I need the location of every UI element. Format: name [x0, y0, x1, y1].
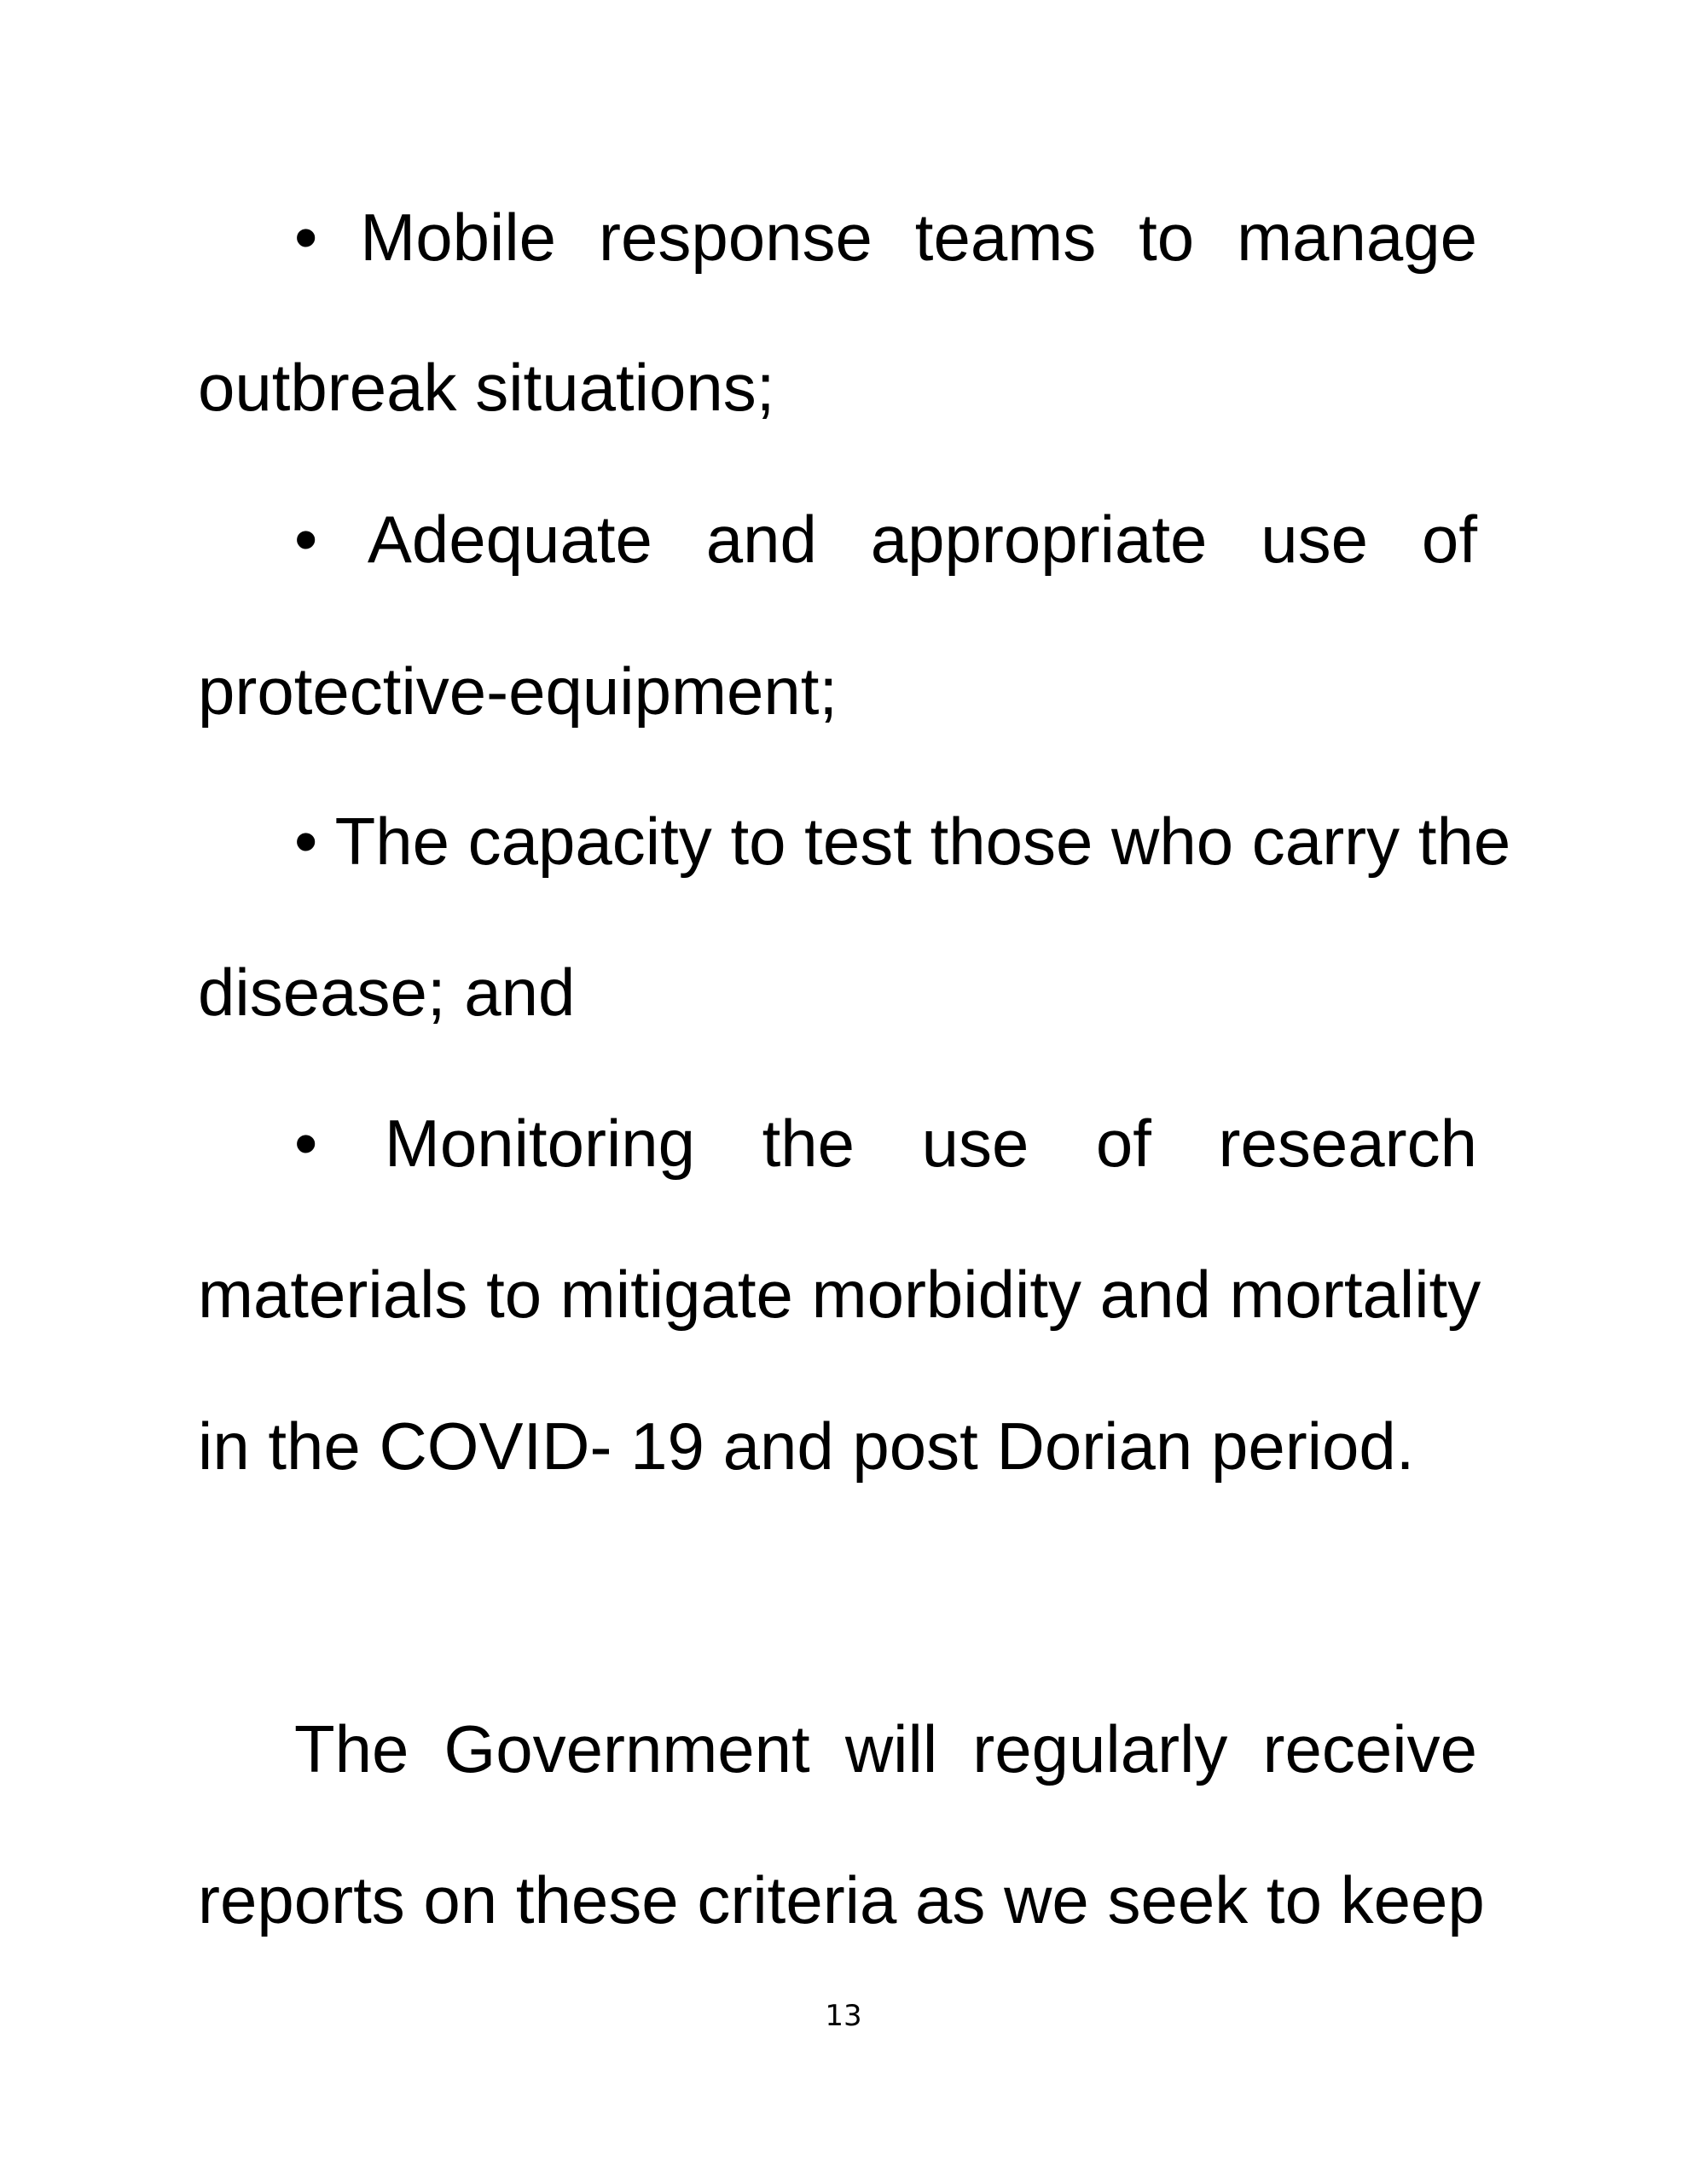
- bullet-1-line-1: • Mobile response teams to manage: [294, 200, 1477, 275]
- bullet-4-line-1: • Monitoring the use of research: [294, 1106, 1477, 1181]
- bullet-3-line-2: disease; and: [198, 955, 576, 1030]
- bullet-3-line-1: • The capacity to test those who carry the: [294, 804, 1511, 879]
- paragraph-line-1: The Government will regularly receive: [294, 1711, 1477, 1786]
- bullet-2-line-1: • Adequate and appropriate use of: [294, 502, 1477, 577]
- bullet-4-line-3: in the COVID- 19 and post Dorian period.: [198, 1409, 1415, 1484]
- bullet-4-line-2: materials to mitigate morbidity and mortality: [198, 1257, 1481, 1332]
- page-number: 13: [825, 1999, 862, 2033]
- bullet-2-line-2: protective-equipment;: [198, 653, 838, 729]
- bullet-1-line-2: outbreak situations;: [198, 350, 775, 425]
- paragraph-line-2: reports on these criteria as we seek to keep: [198, 1862, 1485, 1937]
